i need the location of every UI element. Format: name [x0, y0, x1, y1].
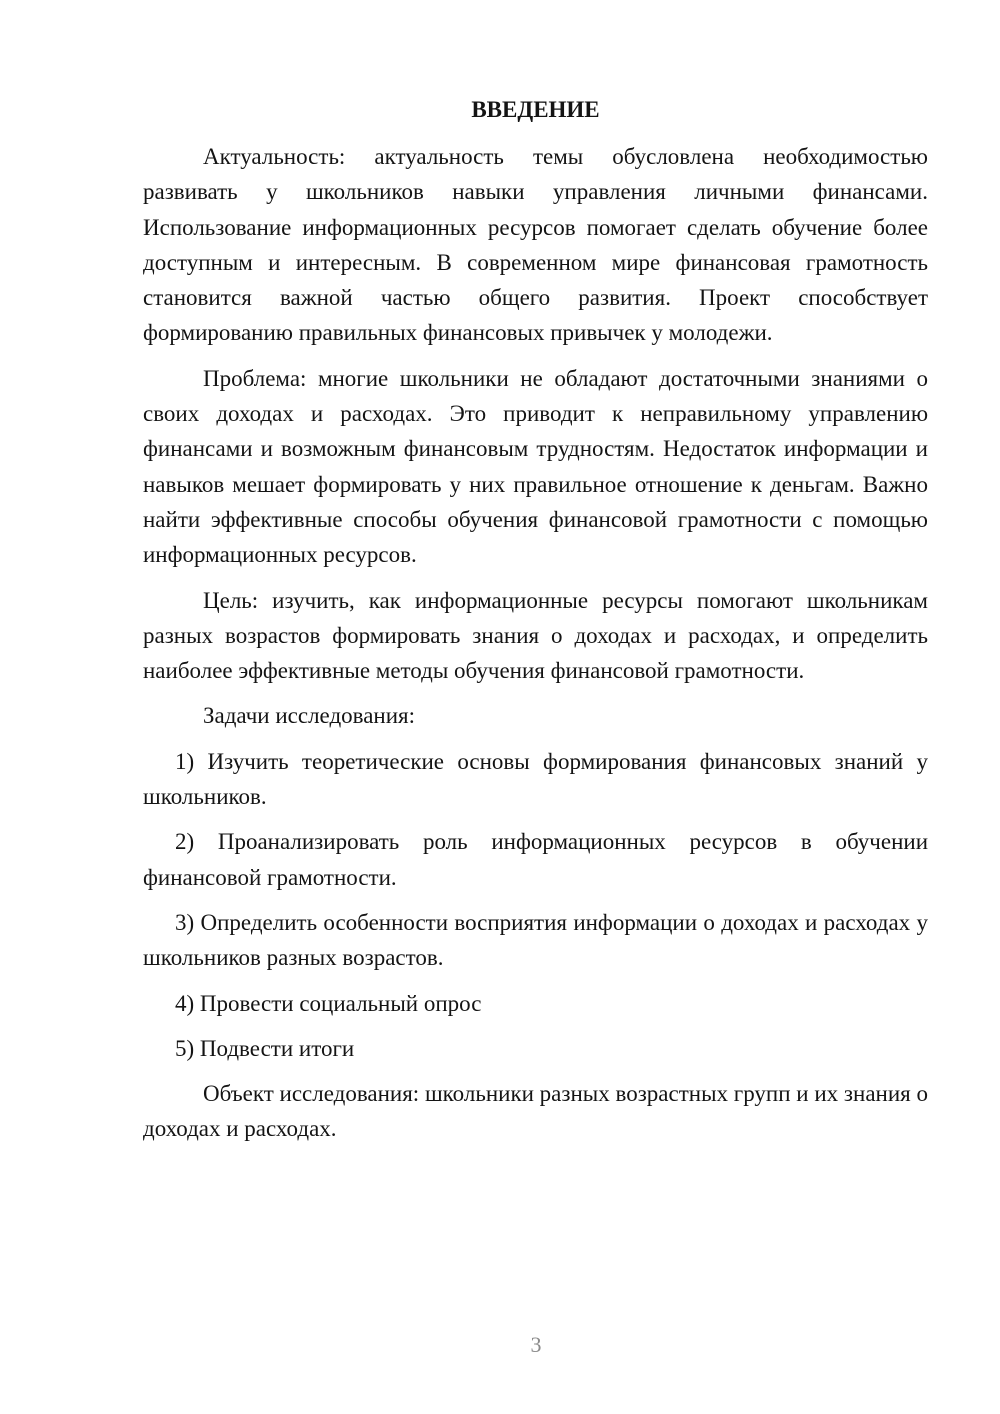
problem-paragraph: Проблема: многие школьники не обладают достаточными знаниями о своих доходах и расходах. Это приводит к неправильному управлению финансами и возможным финансовым трудностям. Недостаток информации и навыков мешает формировать у них правильное отношение к деньгам. Важно найти эффективные способы обучения финансовой грамотности с помощью информационных ресурсов. — [143, 365, 928, 568]
page-number: 3 — [530, 1332, 542, 1357]
object-paragraph: Объект исследования: школьники разных возрастных групп и их знания о доходах и расходах. — [143, 1081, 928, 1142]
section-title: ВВЕДЕНИЕ — [471, 97, 600, 122]
task-item: 5) Подвести итоги — [175, 1035, 355, 1061]
tasks-heading: Задачи исследования: — [203, 703, 416, 729]
task-item: 4) Провести социальный опрос — [175, 990, 482, 1016]
document-body — [143, 92, 928, 1157]
relevance-paragraph: Актуальность: актуальность темы обусловлена необходимостью развивать у школьников навыки управления личными финансами. Использование информационных ресурсов помогает сделать обучение более доступным и интересным. В современном мире финансовая грамотность становится важной частью общего развития. Проект способствует формированию правильных финансовых привычек у молодежи. — [143, 144, 928, 346]
task-item: 1) Изучить теоретические основы формирования финансовых знаний у школьников. — [143, 748, 928, 810]
task-item: 3) Определить особенности восприятия информации о доходах и расходах у школьников разных возрастов. — [143, 909, 928, 971]
task-item: 2) Проанализировать роль информационных ресурсов в обучении финансовой грамотности. — [143, 829, 928, 890]
goal-paragraph: Цель: изучить, как информационные ресурсы помогают школьникам разных возрастов формировать знания о доходах и расходах, и определить наиболее эффективные методы обучения финансовой грамотности. — [143, 587, 928, 684]
